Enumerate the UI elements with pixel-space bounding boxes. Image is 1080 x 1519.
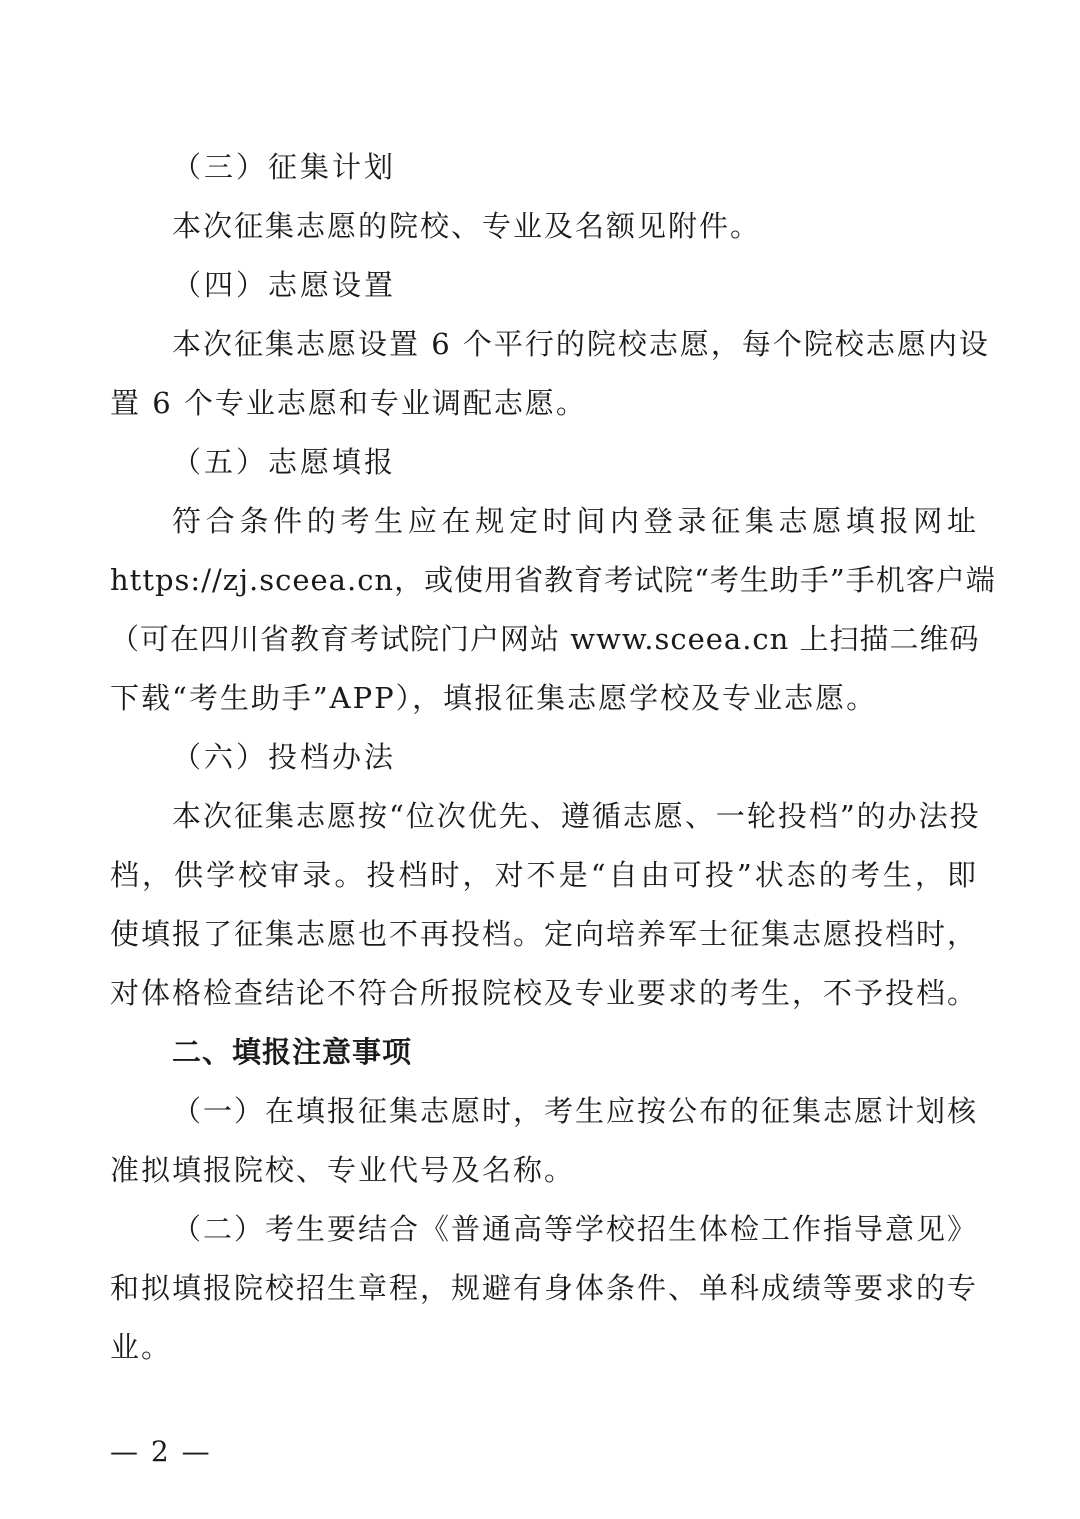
paragraph-line: 档，供学校审录。投档时，对不是“自由可投”状态的考生，即	[110, 858, 978, 892]
subheading-filing-method: （六）投档办法	[172, 740, 397, 774]
paragraph-line: （二）考生要结合《普通高等学校招生体检工作指导意见》	[172, 1212, 979, 1246]
paragraph-line: 准拟填报院校、专业代号及名称。	[110, 1153, 576, 1187]
paragraph-line: （一）在填报征集志愿时，考生应按公布的征集志愿计划核	[172, 1094, 979, 1128]
section-heading-filling-notes: 二、填报注意事项	[172, 1035, 413, 1069]
subheading-volunteer-filling: （五）志愿填报	[172, 445, 397, 479]
paragraph-line: 对体格检查结论不符合所报院校及专业要求的考生，不予投档。	[110, 976, 979, 1010]
subheading-volunteer-settings: （四）志愿设置	[172, 268, 397, 302]
paragraph-line: 使填报了征集志愿也不再投档。定向培养军士征集志愿投档时，	[110, 917, 979, 951]
paragraph-line: 和拟填报院校招生章程，规避有身体条件、单科成绩等要求的专	[110, 1271, 979, 1305]
paragraph-line: 符合条件的考生应在规定时间内登录征集志愿填报网址	[172, 504, 978, 538]
paragraph-line-website: （可在四川省教育考试院门户网站 www.sceea.cn 上扫描二维码	[110, 622, 980, 656]
paragraph-line: 本次征集志愿设置 6 个平行的院校志愿，每个院校志愿内设	[172, 327, 990, 361]
paragraph-line-url: https://zj.sceea.cn，或使用省教育考试院“考生助手”手机客户端	[110, 563, 996, 597]
paragraph-line: 本次征集志愿的院校、专业及名额见附件。	[172, 209, 762, 243]
paragraph-line: 置 6 个专业志愿和专业调配志愿。	[110, 386, 587, 420]
paragraph-line: 本次征集志愿按“位次优先、遵循志愿、一轮投档”的办法投	[172, 799, 981, 833]
paragraph-line: 下载“考生助手”APP），填报征集志愿学校及专业志愿。	[110, 681, 878, 715]
subheading-collection-plan: （三）征集计划	[172, 150, 397, 184]
paragraph-line: 业。	[110, 1330, 173, 1364]
page-number: — 2 —	[110, 1435, 212, 1468]
